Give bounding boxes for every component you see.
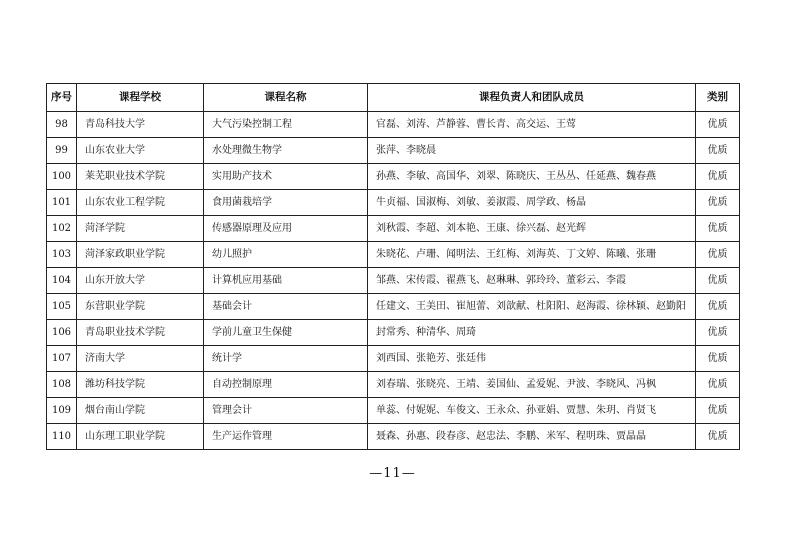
row-school: 东营职业学院 <box>77 294 204 320</box>
row-members: 官磊、刘涛、芦静蓉、曹长青、高交运、王莺 <box>368 112 696 138</box>
header-no: 序号 <box>47 84 77 112</box>
row-type: 优质 <box>696 112 740 138</box>
table-row <box>47 138 740 164</box>
row-members: 朱晓花、卢珊、闻明法、王红梅、刘海英、丁文婷、陈曦、张珊 <box>368 242 696 268</box>
row-course: 水处理微生物学 <box>204 138 368 164</box>
row-type: 优质 <box>696 398 740 424</box>
row-school: 济南大学 <box>77 346 204 372</box>
row-type: 优质 <box>696 424 740 450</box>
row-no: 107 <box>47 346 77 372</box>
row-course: 实用助产技术 <box>204 164 368 190</box>
row-members: 刘秋霞、李超、刘本艳、王康、徐兴磊、赵光辉 <box>368 216 696 242</box>
row-course: 传感器原理及应用 <box>204 216 368 242</box>
row-course: 生产运作管理 <box>204 424 368 450</box>
row-school: 菏泽家政职业学院 <box>77 242 204 268</box>
page-number: —11— <box>369 466 416 481</box>
header-course: 课程名称 <box>204 84 368 112</box>
table-body <box>47 112 740 450</box>
table-row <box>47 294 740 320</box>
row-school: 烟台南山学院 <box>77 398 204 424</box>
row-course: 统计学 <box>204 346 368 372</box>
row-no: 110 <box>47 424 77 450</box>
row-school: 菏泽学院 <box>77 216 204 242</box>
row-type: 优质 <box>696 294 740 320</box>
row-course: 学前儿童卫生保健 <box>204 320 368 346</box>
table-row <box>47 372 740 398</box>
row-members: 张萍、李晓晨 <box>368 138 696 164</box>
table-header <box>47 84 740 112</box>
row-school: 潍坊科技学院 <box>77 372 204 398</box>
header-type: 类别 <box>696 84 740 112</box>
table-row <box>47 346 740 372</box>
header-school: 课程学校 <box>77 84 204 112</box>
row-school: 山东开放大学 <box>77 268 204 294</box>
row-course: 基础会计 <box>204 294 368 320</box>
row-no: 98 <box>47 112 77 138</box>
row-course: 自动控制原理 <box>204 372 368 398</box>
row-members: 任建文、王美田、崔旭蕾、刘歆献、杜阳阳、赵海霞、徐林颖、赵勤阳 <box>368 294 696 320</box>
row-school: 山东农业大学 <box>77 138 204 164</box>
row-no: 99 <box>47 138 77 164</box>
table-row <box>47 190 740 216</box>
row-no: 109 <box>47 398 77 424</box>
row-course: 食用菌栽培学 <box>204 190 368 216</box>
row-type: 优质 <box>696 372 740 398</box>
row-type: 优质 <box>696 320 740 346</box>
row-type: 优质 <box>696 242 740 268</box>
row-school: 青岛职业技术学院 <box>77 320 204 346</box>
row-course: 幼儿照护 <box>204 242 368 268</box>
row-school: 山东理工职业学院 <box>77 424 204 450</box>
row-school: 山东农业工程学院 <box>77 190 204 216</box>
row-no: 102 <box>47 216 77 242</box>
row-members: 刘西国、张艳芳、张廷伟 <box>368 346 696 372</box>
row-members: 孙燕、李敏、高国华、刘翠、陈晓庆、王丛丛、任延燕、魏春燕 <box>368 164 696 190</box>
row-no: 106 <box>47 320 77 346</box>
row-school: 莱芜职业技术学院 <box>77 164 204 190</box>
header-row <box>47 84 740 112</box>
table-row <box>47 112 740 138</box>
row-members: 牛贞福、国淑梅、刘敏、姜淑霞、周学政、杨晶 <box>368 190 696 216</box>
row-no: 100 <box>47 164 77 190</box>
table-row <box>47 320 740 346</box>
table-row <box>47 216 740 242</box>
row-school: 青岛科技大学 <box>77 112 204 138</box>
row-members: 邹燕、宋传霞、翟燕飞、赵琳琳、郭玲玲、董彩云、李霞 <box>368 268 696 294</box>
row-members: 刘春瑞、张晓亮、王靖、姜国仙、孟爱妮、尹波、李晓风、冯枫 <box>368 372 696 398</box>
row-type: 优质 <box>696 190 740 216</box>
row-members: 单蕊、付妮妮、车俊文、王永众、孙亚娟、贾慧、朱玥、肖贤飞 <box>368 398 696 424</box>
row-type: 优质 <box>696 268 740 294</box>
table-row <box>47 242 740 268</box>
row-no: 105 <box>47 294 77 320</box>
row-course: 管理会计 <box>204 398 368 424</box>
table-row <box>47 164 740 190</box>
header-members: 课程负责人和团队成员 <box>368 84 696 112</box>
row-no: 101 <box>47 190 77 216</box>
row-type: 优质 <box>696 216 740 242</box>
row-members: 聂森、孙惠、段春彦、赵忠法、李鹏、米军、程明珠、贾晶晶 <box>368 424 696 450</box>
row-no: 108 <box>47 372 77 398</box>
table-row <box>47 398 740 424</box>
course-table <box>46 83 740 450</box>
table-row <box>47 424 740 450</box>
row-type: 优质 <box>696 164 740 190</box>
row-type: 优质 <box>696 138 740 164</box>
row-course: 计算机应用基础 <box>204 268 368 294</box>
row-members: 封常秀、种清华、周琦 <box>368 320 696 346</box>
row-no: 103 <box>47 242 77 268</box>
row-type: 优质 <box>696 346 740 372</box>
row-course: 大气污染控制工程 <box>204 112 368 138</box>
row-no: 104 <box>47 268 77 294</box>
table-row <box>47 268 740 294</box>
